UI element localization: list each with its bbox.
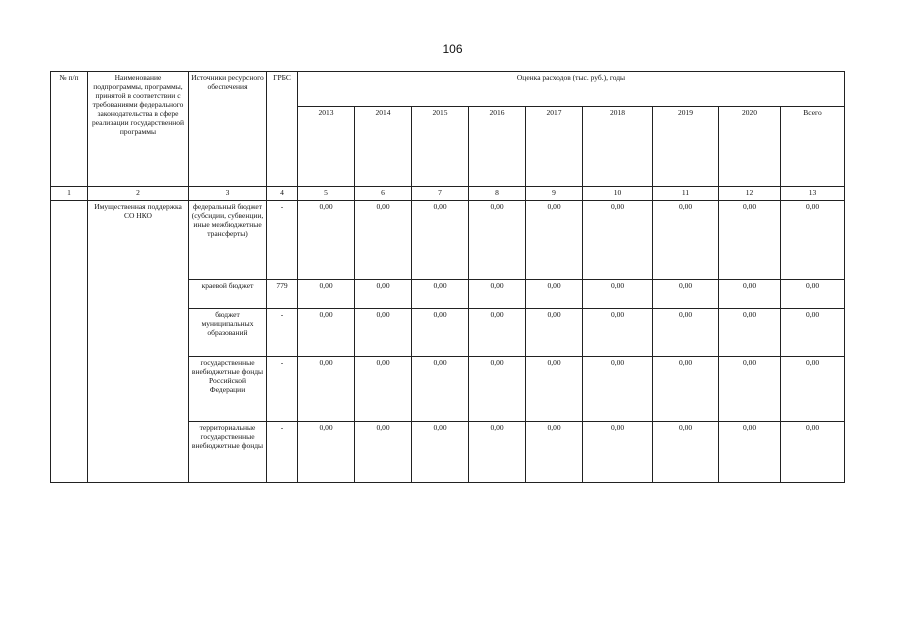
- source-cell: краевой бюджет: [189, 280, 267, 309]
- column-number-row: [51, 187, 845, 201]
- grbs-cell: -: [267, 201, 298, 280]
- value-cell: 0,00: [469, 422, 526, 483]
- value-cell: 0,00: [469, 357, 526, 422]
- column-number: 7: [412, 187, 469, 201]
- value-cell: 0,00: [298, 309, 355, 357]
- column-number: 2: [88, 187, 189, 201]
- value-cell: 0,00: [298, 357, 355, 422]
- header-year: 2015: [412, 107, 469, 187]
- header-row: [51, 72, 845, 107]
- grbs-cell: -: [267, 357, 298, 422]
- value-cell: 0,00: [583, 280, 653, 309]
- value-cell: 0,00: [355, 309, 412, 357]
- value-cell: 0,00: [412, 357, 469, 422]
- value-cell: 0,00: [583, 309, 653, 357]
- value-cell: 0,00: [526, 309, 583, 357]
- header-col-grbs: ГРБС: [267, 72, 298, 187]
- header-total: Всего: [781, 107, 845, 187]
- value-cell: 0,00: [583, 422, 653, 483]
- header-year: 2018: [583, 107, 653, 187]
- value-cell: 0,00: [469, 280, 526, 309]
- value-cell: 0,00: [526, 357, 583, 422]
- value-cell: 0,00: [355, 357, 412, 422]
- header-col-source: Источники ресурсного обеспечения: [189, 72, 267, 187]
- column-number: 12: [719, 187, 781, 201]
- value-cell: 0,00: [583, 357, 653, 422]
- table-row: [51, 201, 845, 280]
- value-cell: 0,00: [583, 201, 653, 280]
- row-number-cell: [51, 201, 88, 483]
- value-cell: 0,00: [719, 357, 781, 422]
- value-cell: 0,00: [653, 422, 719, 483]
- source-cell: бюджет муниципальных образований: [189, 309, 267, 357]
- column-number: 13: [781, 187, 845, 201]
- header-year: 2013: [298, 107, 355, 187]
- value-cell: 0,00: [526, 280, 583, 309]
- value-cell: 0,00: [298, 201, 355, 280]
- value-cell: 0,00: [298, 280, 355, 309]
- page-number: 106: [442, 42, 463, 56]
- value-cell: 0,00: [355, 280, 412, 309]
- expense-table: [50, 71, 845, 483]
- value-cell: 0,00: [719, 201, 781, 280]
- header-year: 2017: [526, 107, 583, 187]
- value-cell: 0,00: [412, 309, 469, 357]
- column-number: 3: [189, 187, 267, 201]
- value-cell: 0,00: [719, 422, 781, 483]
- value-cell: 0,00: [719, 280, 781, 309]
- value-cell: 0,00: [653, 357, 719, 422]
- value-cell: 0,00: [355, 201, 412, 280]
- source-cell: государственные внебюджетные фонды Российской Федерации: [189, 357, 267, 422]
- column-number: 1: [51, 187, 88, 201]
- header-expense-group: Оценка расходов (тыс. руб.), годы: [298, 72, 845, 107]
- value-cell: 0,00: [781, 422, 845, 483]
- header-year: 2016: [469, 107, 526, 187]
- column-number: 6: [355, 187, 412, 201]
- value-cell: 0,00: [653, 280, 719, 309]
- value-cell: 0,00: [653, 201, 719, 280]
- column-number: 4: [267, 187, 298, 201]
- value-cell: 0,00: [653, 309, 719, 357]
- column-number: 11: [653, 187, 719, 201]
- value-cell: 0,00: [526, 201, 583, 280]
- header-col-name: Наименование подпрограммы, программы, принятой в соответствии с требованиями федерального законодательства в сфере реализации государственной программы: [88, 72, 189, 187]
- value-cell: 0,00: [781, 280, 845, 309]
- value-cell: 0,00: [412, 201, 469, 280]
- value-cell: 0,00: [781, 309, 845, 357]
- header-year: 2014: [355, 107, 412, 187]
- grbs-cell: -: [267, 309, 298, 357]
- value-cell: 0,00: [412, 280, 469, 309]
- column-number: 10: [583, 187, 653, 201]
- header-year: 2020: [719, 107, 781, 187]
- value-cell: 0,00: [412, 422, 469, 483]
- grbs-cell: -: [267, 422, 298, 483]
- value-cell: 0,00: [469, 201, 526, 280]
- column-number: 5: [298, 187, 355, 201]
- header-year: 2019: [653, 107, 719, 187]
- value-cell: 0,00: [355, 422, 412, 483]
- value-cell: 0,00: [298, 422, 355, 483]
- program-name-cell: Имущественная поддержка СО НКО: [88, 201, 189, 483]
- value-cell: 0,00: [719, 309, 781, 357]
- source-cell: федеральный бюджет (субсидии, субвенции, иные межбюджетные трансферты): [189, 201, 267, 280]
- header-col-no: № п/п: [51, 72, 88, 187]
- column-number: 8: [469, 187, 526, 201]
- value-cell: 0,00: [781, 357, 845, 422]
- grbs-cell: 779: [267, 280, 298, 309]
- value-cell: 0,00: [781, 201, 845, 280]
- value-cell: 0,00: [526, 422, 583, 483]
- column-number: 9: [526, 187, 583, 201]
- source-cell: территориальные государственные внебюджетные фонды: [189, 422, 267, 483]
- value-cell: 0,00: [469, 309, 526, 357]
